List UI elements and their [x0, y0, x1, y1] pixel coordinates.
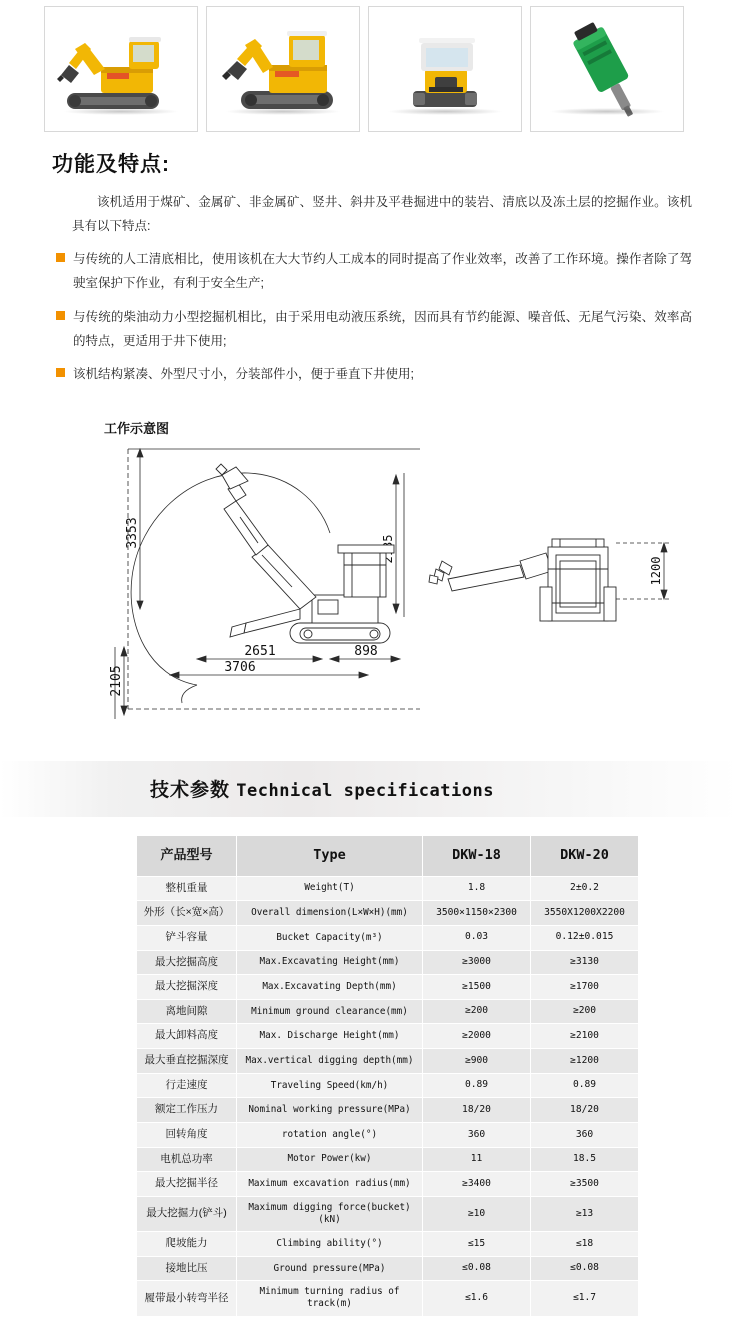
table-row: [137, 1098, 639, 1123]
working-range-diagram: [0, 437, 738, 747]
cell-dkw20: 18/20: [531, 1098, 639, 1123]
cell-param-cn: 最大挖掘半径: [137, 1172, 237, 1197]
cell-dkw20: ≥200: [531, 999, 639, 1024]
cell-dkw20: 360: [531, 1123, 639, 1148]
photo-shadow: [63, 108, 179, 115]
cell-dkw18: ≤15: [423, 1232, 531, 1257]
cell-dkw18: ≤1.6: [423, 1281, 531, 1316]
table-header-row: [137, 835, 639, 876]
cell-param-en: Climbing ability(°): [237, 1232, 423, 1257]
table-row: [137, 1172, 639, 1197]
dimension-reach-mid: 2651: [244, 643, 276, 659]
table-row: [137, 1073, 639, 1098]
table-row: [137, 1232, 639, 1257]
table-row: [137, 1049, 639, 1074]
cell-dkw20: ≤0.08: [531, 1256, 639, 1281]
column-header-dkw20: DKW-20: [531, 835, 639, 876]
cell-param-cn: 最大挖掘高度: [137, 950, 237, 975]
cell-param-cn: 离地间隙: [137, 999, 237, 1024]
cell-dkw20: 3550X1200X2200: [531, 901, 639, 926]
table-row: [137, 1256, 639, 1281]
cell-dkw18: 0.03: [423, 925, 531, 950]
cell-dkw20: ≥3130: [531, 950, 639, 975]
column-header-type: Type: [237, 835, 423, 876]
cell-dkw20: 2±0.2: [531, 876, 639, 901]
square-bullet-icon: [56, 311, 65, 320]
cell-param-en: Minimum turning radius of track(m): [237, 1281, 423, 1316]
cell-dkw18: ≤0.08: [423, 1256, 531, 1281]
dimension-width: 1200: [649, 556, 663, 586]
cell-param-cn: 铲斗容量: [137, 925, 237, 950]
square-bullet-icon: [56, 368, 65, 377]
cell-dkw20: 0.12±0.015: [531, 925, 639, 950]
table-row: [137, 999, 639, 1024]
cell-param-en: rotation angle(°): [237, 1123, 423, 1148]
cell-dkw18: 18/20: [423, 1098, 531, 1123]
cell-param-en: Max.Excavating Height(mm): [237, 950, 423, 975]
cell-param-cn: 额定工作压力: [137, 1098, 237, 1123]
cell-param-en: Nominal working pressure(MPa): [237, 1098, 423, 1123]
page-title: 功能及特点:: [52, 153, 170, 176]
square-bullet-icon: [56, 253, 65, 262]
cell-dkw18: ≥900: [423, 1049, 531, 1074]
cell-dkw18: ≥2000: [423, 1024, 531, 1049]
photo-shadow: [549, 108, 665, 115]
table-row: [137, 950, 639, 975]
photo-excavator-three-quarter-view[interactable]: [206, 6, 360, 132]
intro-paragraph: [0, 184, 738, 239]
list-item-label: 与传统的柴油动力小型挖掘机相比，由于采用电动液压系统，因而具有节约能源、噪音低、无尾气污染、效率高的特点，更适用于井下使用;: [73, 309, 692, 348]
dimension-tail: 898: [354, 643, 378, 659]
feature-bullet-list: [0, 239, 738, 387]
cell-dkw18: 11: [423, 1147, 531, 1172]
cell-param-en: Bucket Capacity(m³): [237, 925, 423, 950]
table-row: [137, 1196, 639, 1231]
cell-dkw18: ≥3400: [423, 1172, 531, 1197]
list-item: [56, 247, 692, 296]
cell-param-en: Traveling Speed(km/h): [237, 1073, 423, 1098]
cell-param-en: Max.vertical digging depth(mm): [237, 1049, 423, 1074]
table-row: [137, 876, 639, 901]
cell-dkw20: ≥3500: [531, 1172, 639, 1197]
photo-shadow: [387, 108, 503, 115]
list-item-label: 该机结构紧凑、外型尺寸小，分装部件小，便于垂直下井使用;: [73, 367, 414, 382]
cell-dkw18: 3500×1150×2300: [423, 901, 531, 926]
intro-text: 该机适用于煤矿、金属矿、非金属矿、竖井、斜井及平巷掘进中的装岩、清底以及冻土层的挖掘作业。该机具有以下特点:: [72, 195, 692, 234]
photo-hydraulic-breaker-attachment[interactable]: [530, 6, 684, 132]
cell-dkw20: 18.5: [531, 1147, 639, 1172]
cell-dkw20: ≥1700: [531, 975, 639, 1000]
photo-excavator-side-view[interactable]: [44, 6, 198, 132]
cell-param-cn: 行走速度: [137, 1073, 237, 1098]
spec-banner-cn: 技术参数: [150, 780, 231, 802]
dimension-depth: 2105: [109, 664, 124, 697]
table-row: [137, 975, 639, 1000]
cell-dkw18: ≥200: [423, 999, 531, 1024]
diagram-title: 工作示意图: [104, 420, 170, 436]
table-row: [137, 1147, 639, 1172]
technical-specifications-table: [136, 835, 639, 1317]
cell-dkw20: ≥1200: [531, 1049, 639, 1074]
cell-dkw18: 0.89: [423, 1073, 531, 1098]
cell-param-en: Weight(T): [237, 876, 423, 901]
cell-param-cn: 最大垂直挖掘深度: [137, 1049, 237, 1074]
cell-param-cn: 接地比压: [137, 1256, 237, 1281]
cell-param-en: Maximum digging force(bucket)(kN): [237, 1196, 423, 1231]
list-item: [56, 305, 692, 354]
cell-param-cn: 履带最小转弯半径: [137, 1281, 237, 1316]
cell-param-en: Ground pressure(MPa): [237, 1256, 423, 1281]
cell-param-en: Max.Excavating Depth(mm): [237, 975, 423, 1000]
list-item-label: 与传统的人工清底相比，使用该机在大大节约人工成本的同时提高了作业效率，改善了工作环境。操作者除了驾驶室保护下作业，有利于安全生产;: [73, 251, 692, 291]
cell-dkw20: ≥13: [531, 1196, 639, 1231]
cell-dkw20: 0.89: [531, 1073, 639, 1098]
table-row: [137, 901, 639, 926]
cell-param-en: Motor Power(kw): [237, 1147, 423, 1172]
cell-param-en: Minimum ground clearance(mm): [237, 999, 423, 1024]
cell-param-cn: 最大挖掘深度: [137, 975, 237, 1000]
cell-param-cn: 外形（长×宽×高）: [137, 901, 237, 926]
cell-dkw18: ≥1500: [423, 975, 531, 1000]
cell-param-cn: 整机重量: [137, 876, 237, 901]
cell-dkw20: ≤18: [531, 1232, 639, 1257]
cell-dkw20: ≤1.7: [531, 1281, 639, 1316]
cell-dkw18: ≥3000: [423, 950, 531, 975]
cell-param-cn: 最大挖掘力(铲斗): [137, 1196, 237, 1231]
table-row: [137, 1024, 639, 1049]
spec-table-wrapper: [0, 817, 738, 1343]
table-row: [137, 925, 639, 950]
cell-param-en: Max. Discharge Height(mm): [237, 1024, 423, 1049]
cell-dkw18: ≥10: [423, 1196, 531, 1231]
spec-section-banner: [0, 761, 738, 817]
column-header-model: 产品型号: [137, 835, 237, 876]
photo-shadow: [225, 108, 341, 115]
dimension-height-max: 3353: [125, 516, 140, 549]
column-header-dkw18: DKW-18: [423, 835, 531, 876]
product-photo-strip: [0, 0, 738, 132]
table-row: [137, 1123, 639, 1148]
cell-param-cn: 电机总功率: [137, 1147, 237, 1172]
cell-param-en: Overall dimension(L×W×H)(mm): [237, 901, 423, 926]
list-item: [56, 362, 692, 386]
cell-param-cn: 最大卸料高度: [137, 1024, 237, 1049]
spec-banner-en: Technical specifications: [236, 781, 494, 802]
cell-param-cn: 回转角度: [137, 1123, 237, 1148]
spec-banner-text: [0, 775, 494, 802]
cell-param-en: Maximum excavation radius(mm): [237, 1172, 423, 1197]
cell-param-cn: 爬坡能力: [137, 1232, 237, 1257]
table-row: [137, 1281, 639, 1316]
dimension-reach-total: 3706: [224, 659, 256, 675]
cell-dkw20: ≥2100: [531, 1024, 639, 1049]
cell-dkw18: 360: [423, 1123, 531, 1148]
cell-dkw18: 1.8: [423, 876, 531, 901]
photo-excavator-front-view[interactable]: [368, 6, 522, 132]
